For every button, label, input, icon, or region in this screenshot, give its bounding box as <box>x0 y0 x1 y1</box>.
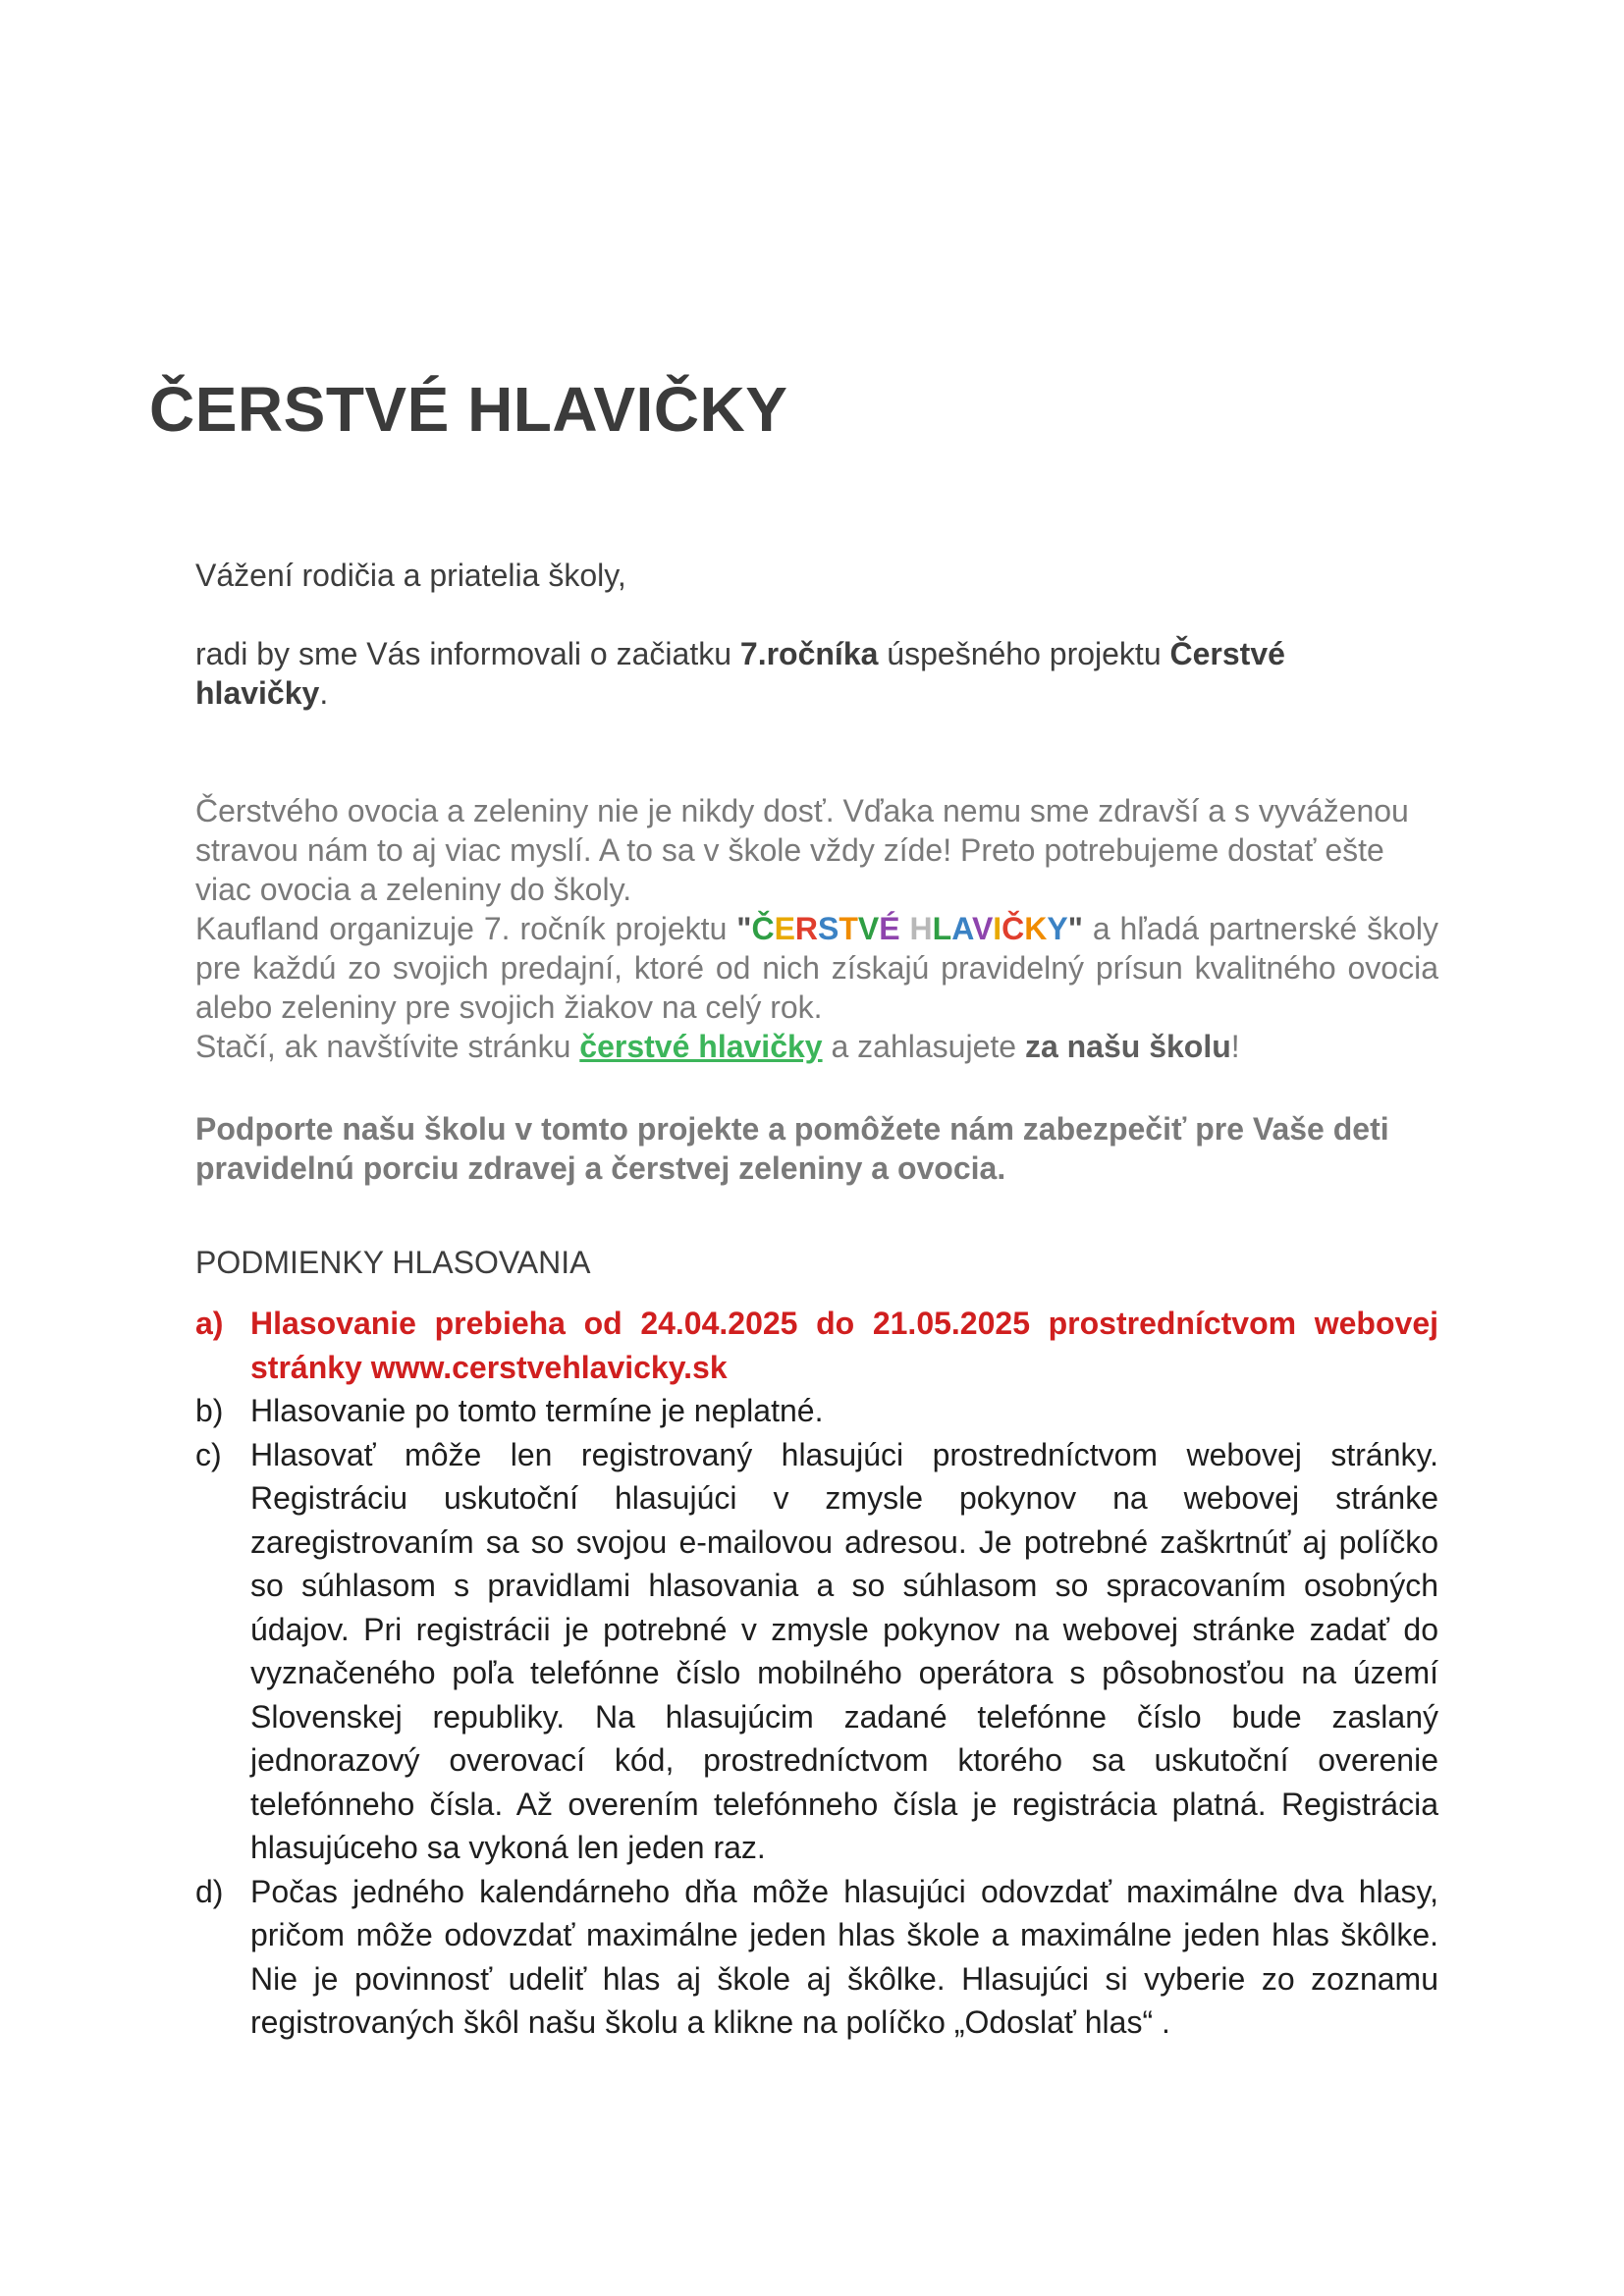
brand-letter: Č <box>1001 911 1025 946</box>
condition-marker: c) <box>195 1436 222 1472</box>
intro-paragraph <box>195 634 1403 713</box>
greeting: Vážení rodičia a priatelia školy, <box>195 558 626 593</box>
brand-letter: T <box>839 911 858 946</box>
intro-bold-project: Čerstvé hlavičky <box>195 636 1285 711</box>
conditions-heading: PODMIENKY HLASOVANIA <box>195 1245 591 1280</box>
brand-letter: I <box>993 911 1002 946</box>
condition-marker: a) <box>195 1306 224 1341</box>
info-paragraph-1: Čerstvého ovocia a zeleniny nie je nikdy dosť. Vďaka nemu sme zdravší a s vyváženou stravou nám to aj viac myslí. A to sa v škole vždy zíde! Preto potrebujeme dostať ešte viac ovocia a zeleniny do školy. <box>195 793 1409 907</box>
brand-letter: V <box>971 911 994 946</box>
condition-text: Hlasovanie prebieha od 24.04.2025 do 21.05.2025 prostredníctvom webovej stránky www.cerstvehlavicky.sk <box>250 1306 1438 1385</box>
condition-text: Hlasovanie po tomto termíne je neplatné. <box>250 1393 824 1428</box>
info-paragraph-3-mid: a zahlasujete <box>822 1029 1025 1064</box>
info-paragraph-3 <box>195 1027 1438 1066</box>
info-section <box>195 791 1438 1066</box>
quote-close: " <box>1067 911 1083 946</box>
brand-letter: S <box>818 911 839 946</box>
brand-letter <box>900 911 910 946</box>
condition-item <box>195 1433 1438 1870</box>
condition-marker: d) <box>195 1873 224 1909</box>
document-title: ČERSTVÉ HLAVIČKY <box>149 374 788 445</box>
info-paragraph-3-bold: za našu školu <box>1024 1029 1231 1064</box>
conditions-list <box>195 1302 1438 2045</box>
intro-text-2: úspešného projektu <box>878 636 1170 671</box>
brand-letter: É <box>879 911 900 946</box>
condition-text: Hlasovať môže len registrovaný hlasujúci prostredníctvom webovej stránky. Registráciu uskutoční hlasujúci v zmysle pokynov na webovej stránke zaregistrovaním sa so svojou e-mailovou adresou. Je potrebné zaškrtnúť aj políčko so súhlasom s pravidlami hlasovania a so súhlasom so spracovaním osobných údajov. Pri registrácii je potrebné v zmysle pokynov na webovej stránke zadať do vyznačeného poľa telefónne číslo mobilného operátora s pôsobnosťou na území Slovenskej republiky. Na hlasujúcim zadané telefónne číslo bude zaslaný jednorazový overovací kód, prostredníctvom ktorého sa uskutoční overenie telefónneho čísla. Až overením telefónneho čísla je registrácia platná. Registrácia hlasujúceho sa vykoná len jeden raz. <box>250 1436 1438 1865</box>
condition-marker: b) <box>195 1393 224 1428</box>
brand-letter: Y <box>1047 911 1068 946</box>
brand-name <box>736 911 1083 946</box>
brand-letter: V <box>857 911 880 946</box>
condition-text: Počas jedného kalendárneho dňa môže hlasujúci odovzdať maximálne dva hlasy, pričom môže odovzdať maximálne jeden hlas škole a maximálne jeden hlas škôlke. Nie je povinnosť udeliť hlas aj škole aj škôlke. Hlasujúci si vyberie zo zoznamu registrovaných škôl našu školu a klikne na políčko „Odoslať hlas“ . <box>250 1873 1438 2040</box>
brand-letter: A <box>951 911 972 946</box>
intro-text-3: . <box>319 675 329 711</box>
brand-letter: L <box>932 911 952 946</box>
info-paragraph-2-start: Kaufland organizuje 7. ročník projektu <box>195 911 737 946</box>
condition-item <box>195 1389 1438 1433</box>
info-paragraph-2-end: a hľadá partnerské školy pre každú zo svojich predajní, ktoré od nich získajú pravidelný prísun kvalitného ovocia alebo zeleniny pre svojich žiakov na celý rok. <box>195 911 1439 1025</box>
intro-bold-edition: 7.ročníka <box>739 636 879 671</box>
brand-letter: R <box>794 911 819 946</box>
cerstve-hlavicky-link[interactable]: čerstvé hlavičky <box>579 1029 823 1064</box>
info-paragraph-3-end: ! <box>1230 1029 1240 1064</box>
quote-open: " <box>736 911 752 946</box>
brand-letter: K <box>1024 911 1048 946</box>
brand-letter: H <box>909 911 933 946</box>
support-paragraph: Podporte našu školu v tomto projekte a pomôžete nám zabezpečiť pre Vaše deti pravidelnú porciu zdravej a čerstvej zeleniny a ovocia. <box>195 1111 1389 1186</box>
condition-item <box>195 1302 1438 1389</box>
info-paragraph-3-start: Stačí, ak navštívite stránku <box>195 1029 580 1064</box>
brand-letter: E <box>774 911 795 946</box>
condition-item <box>195 1870 1438 2045</box>
brand-letter: Č <box>751 911 775 946</box>
info-paragraph-2 <box>195 909 1438 1027</box>
intro-text-1: radi by sme Vás informovali o začiatku <box>195 636 740 671</box>
